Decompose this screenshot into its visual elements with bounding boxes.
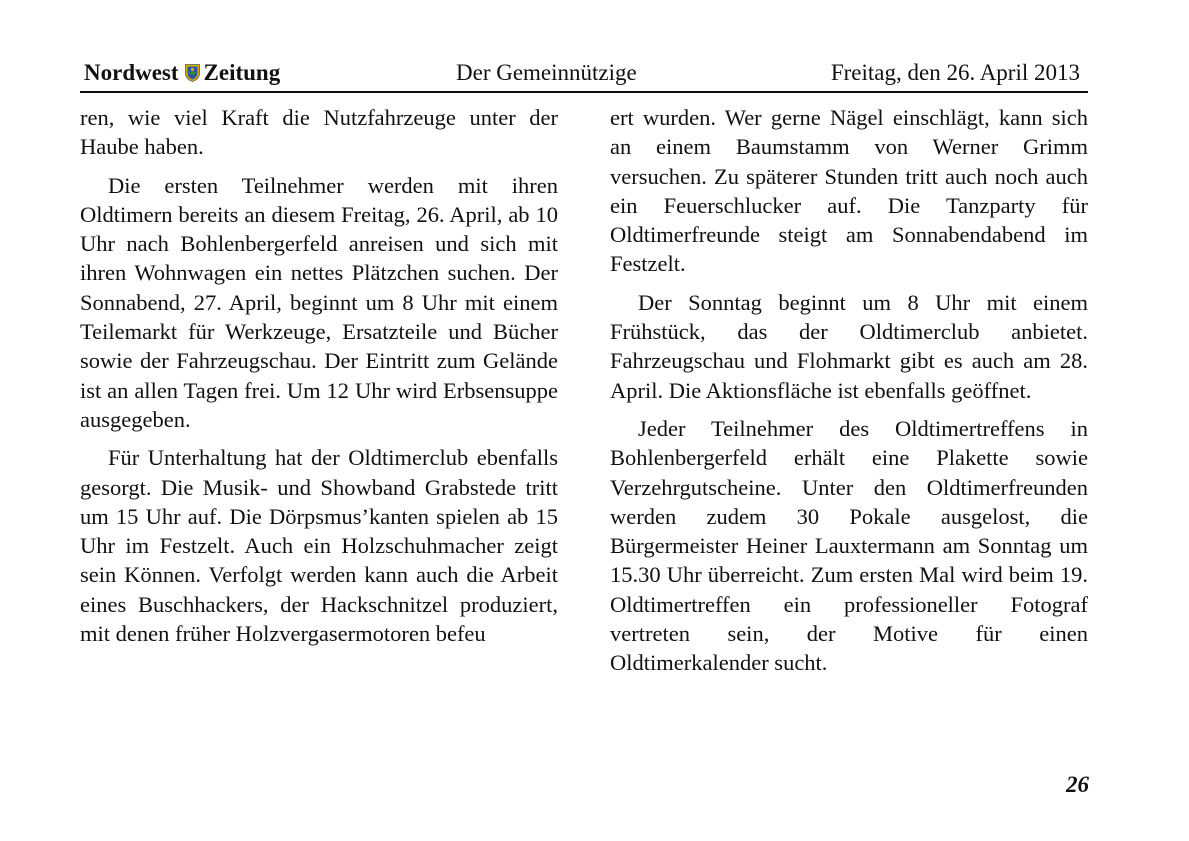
- paragraph: Für Unterhaltung hat der Oldtimerclub ebenfalls gesorgt. Die Musik- und Showband Grabstede tritt um 15 Uhr auf. Die Dörpsmus’kanten spielen ab 15 Uhr im Festzelt. Auch ein Holzschuhmacher zeigt sein Können. Verfolgt werden kann auch die Arbeit eines Buschhackers, der Hackschnitzel produziert, mit denen früher Holzvergasermotoren befeu: [80, 445, 558, 647]
- brand-name-part2: Zeitung: [203, 60, 281, 85]
- brand-name-part1: Nordwest: [84, 60, 179, 85]
- article-column-left: [80, 103, 558, 657]
- paragraph: ert wurden. Wer gerne Nägel einschlägt, kann sich an einem Baumstamm von Werner Grimm versuchen. Zu späterer Stunden tritt auch noch auch ein Feuerschlucker auf. Die Tanzparty für Oldtimerfreunde steigt am Sonnabendabend im Festzelt.: [610, 105, 1088, 277]
- paragraph: Jeder Teilnehmer des Oldtimertreffens in Bohlenbergerfeld erhält eine Plakette sowie Verzehrgutscheine. Unter den Oldtimerfreunden werden zudem 30 Pokale ausgelost, die Bürgermeister Heiner Lauxtermann am Sonntag um 15.30 Uhr überreicht. Zum ersten Mal wird beim 19. Oldtimertreffen ein professioneller Fotograf vertreten sein, der Motive für einen Oldtimerkalender sucht.: [610, 415, 1088, 676]
- paragraph: Die ersten Teilnehmer werden mit ihren Oldtimern bereits an diesem Freitag, 26. April, ab 10 Uhr nach Bohlenbergerfeld anreisen und sich mit ihren Wohnwagen ein nettes Plätzchen suchen. Der Sonnabend, 27. April, beginnt um 8 Uhr mit einem Teilemarkt für Werkzeuge, Ersatzteile und Bücher sowie der Fahrzeugschau. Der Eintritt zum Gelände ist an allen Tagen frei. Um 12 Uhr wird Erbsensuppe ausgegeben.: [80, 172, 558, 432]
- section-title: Der Gemeinnützige: [456, 60, 637, 85]
- issue-date: Freitag, den 26. April 2013: [830, 60, 1080, 85]
- page-header: [84, 58, 1088, 88]
- article-column-right: [610, 103, 1088, 687]
- page-number: 26: [1066, 772, 1089, 797]
- newspaper-brand: [84, 58, 280, 88]
- paragraph: ren, wie viel Kraft die Nutzfahrzeuge unter der Haube haben.: [80, 105, 558, 160]
- coat-of-arms-icon: [185, 64, 200, 82]
- header-divider: [80, 91, 1088, 93]
- paragraph: Der Sonntag beginnt um 8 Uhr mit einem Frühstück, das der Oldtimerclub anbietet. Fahrzeugschau und Flohmarkt gibt es auch am 28. April. Die Aktionsfläche ist ebenfalls geöffnet.: [610, 289, 1088, 403]
